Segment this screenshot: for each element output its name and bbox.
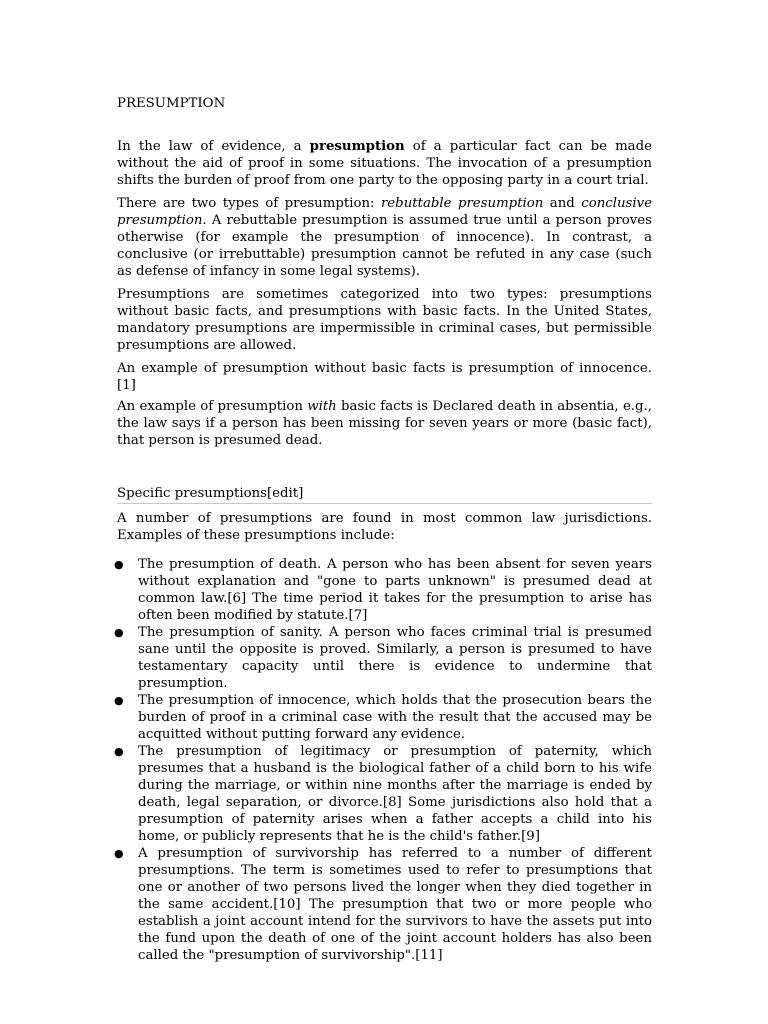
categories-paragraph: Presumptions are sometimes categorized into two types: presumptions without basic facts, and presumptions with basic facts. In the United States, mandatory presumptions are impermissible in criminal cases, but permissible presumptions are allowed. <box>117 287 652 353</box>
rebuttable-term: rebuttable presumption <box>380 196 544 211</box>
example-with-basic-facts <box>117 398 652 449</box>
presumption-term: presumption <box>309 139 405 154</box>
bullet-icon: ● <box>114 847 124 860</box>
section-spacer <box>117 455 652 485</box>
conclusive-term: conclusive presumption <box>117 196 652 228</box>
example-text-start: An example of presumption <box>117 399 308 414</box>
list-item <box>114 743 652 845</box>
example-text-end: basic facts is Declared death in absentia, e.g., the law says if a person has been missing for seven years or more (basic fact), that person is presumed dead. <box>117 399 652 448</box>
presumptions-list <box>114 556 652 964</box>
list-item <box>114 556 652 624</box>
list-item <box>114 624 652 692</box>
bullet-icon: ● <box>114 558 124 571</box>
list-item-text: A presumption of survivorship has referred to a number of different presumptions. The term is sometimes used to refer to presumptions that one or another of two persons lived the longer when they died together in the same accident.[10] The presumption that two or more people who establish a joint account intend for the survivors to have the assets put into the fund upon the death of one of the joint account holders has also been called the "presumption of survivorship".[11] <box>138 846 652 963</box>
intro-text-start: In the law of evidence, a <box>117 139 310 154</box>
intro-text-end: of a particular fact can be made without the aid of proof in some situations. The invocation of a presumption shifts the burden of proof from one party to the opposing party in a court trial. <box>117 139 652 188</box>
document-title: PRESUMPTION <box>117 96 226 111</box>
list-item-text: The presumption of innocence, which holds that the prosecution bears the burden of proof in a criminal case with the result that the accused may be acquitted without putting forward any evidence. <box>138 693 652 742</box>
example-without-basic-facts: An example of presumption without basic facts is presumption of innocence.[1] <box>117 361 652 393</box>
list-item-text: The presumption of legitimacy or presumption of paternity, which presumes that a husband is the biological father of a child born to his wife during the marriage, or within nine months after the marriage is ended by death, legal separation, or divorce.[8] Some jurisdictions also hold that a presumption of paternity arises when a father accepts a child into his home, or publicly represents that he is the child's father.[9] <box>138 744 652 844</box>
section-heading-specific-presumptions[interactable]: Specific presumptions[edit] <box>117 485 652 504</box>
bullet-icon: ● <box>114 745 124 758</box>
list-item-text: The presumption of sanity. A person who faces criminal trial is presumed sane until the opposite is proved. Similarly, a person is presumed to have testamentary capacity until there is evidence to undermine that presumption. <box>138 625 652 691</box>
list-item <box>114 845 652 964</box>
intro-paragraph <box>117 138 652 189</box>
types-text-3: . A rebuttable presumption is assumed true until a person proves otherwise (for example the presumption of innocence). In contrast, a conclusive (or irrebuttable) presumption cannot be refuted in any case (such as defense of infancy in some legal systems). <box>117 213 652 279</box>
bullet-icon: ● <box>114 694 124 707</box>
list-item-text: The presumption of death. A person who has been absent for seven years without explanation and "gone to parts unknown" is presumed dead at common law.[6] The time period it takes for the presumption to arise has often been modified by statute.[7] <box>138 557 652 623</box>
document-body <box>114 95 652 964</box>
bullet-icon: ● <box>114 626 124 639</box>
list-item <box>114 692 652 743</box>
types-paragraph <box>117 195 652 280</box>
with-term: with <box>307 399 337 414</box>
section-intro: A number of presumptions are found in most common law jurisdictions. Examples of these presumptions include: <box>117 511 652 543</box>
types-text-1: There are two types of presumption: <box>117 196 381 211</box>
types-text-2: and <box>543 196 582 211</box>
